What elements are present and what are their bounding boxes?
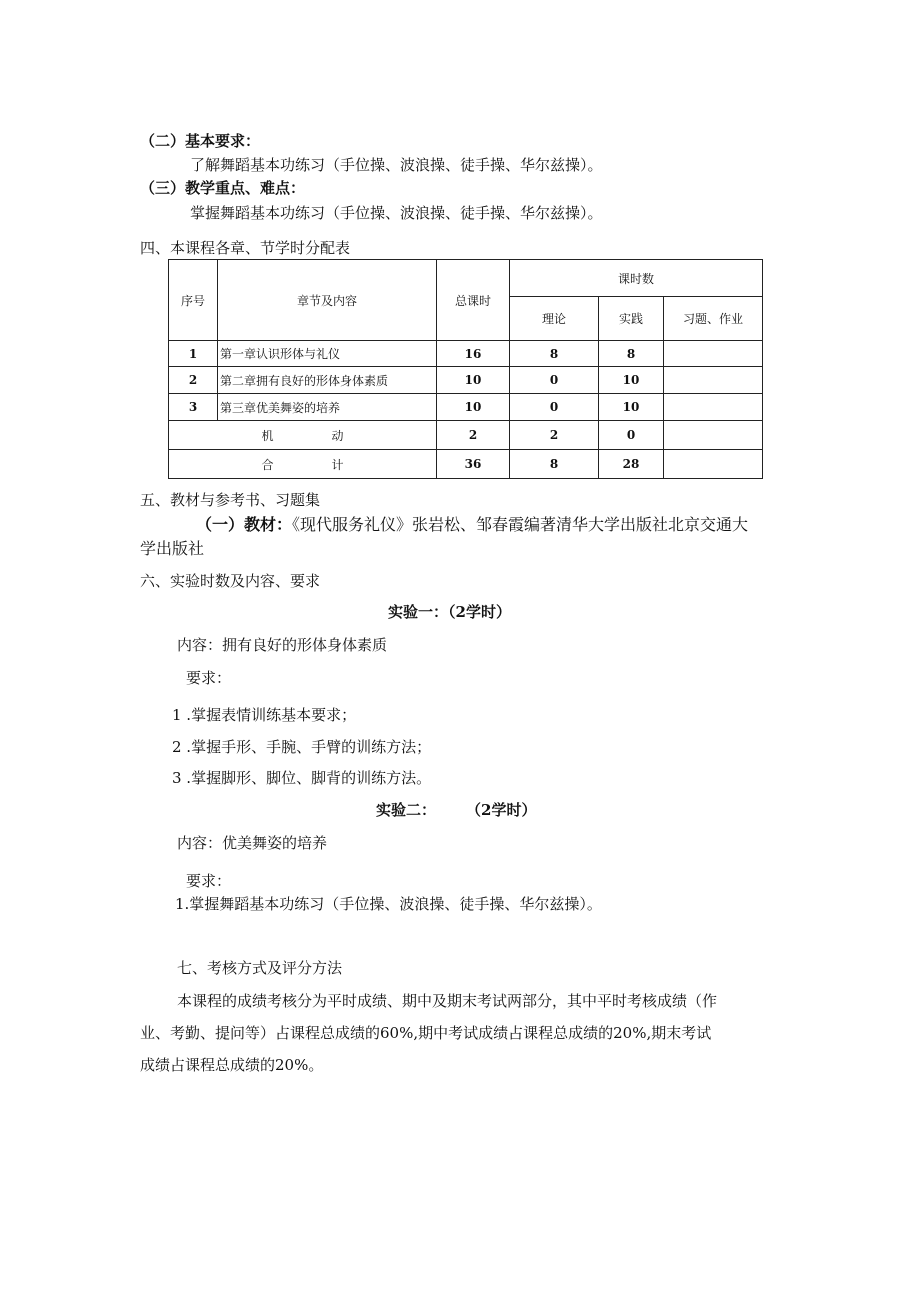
experiment-1-item: 1 .掌握表情训练基本要求； <box>172 706 357 724</box>
experiment-2-title: 实验二： <box>376 801 437 819</box>
section-4-title: 四、本课程各章、节学时分配表 <box>140 239 351 257</box>
flex-row <box>169 421 763 450</box>
experiment-2-item: 1.掌握舞蹈基本功练习（手位操、波浪操、徒手操、华尔兹操）。 <box>175 895 602 913</box>
row-practice: 8 <box>599 341 664 367</box>
section-2-heading: （二）基本要求： <box>140 132 261 150</box>
row-homework <box>664 367 763 394</box>
row-total: 10 <box>437 367 510 394</box>
header-hours-group: 课时数 <box>510 260 763 297</box>
section-2-text: 了解舞蹈基本功练习（手位操、波浪操、徒手操、华尔兹操）。 <box>190 156 603 174</box>
row-homework <box>664 394 763 421</box>
experiment-2-content: 内容：优美舞姿的培养 <box>177 834 328 852</box>
row-index: 1 <box>169 341 218 367</box>
row-theory: 0 <box>510 367 599 394</box>
header-homework: 习题、作业 <box>664 297 763 341</box>
header-index: 序号 <box>169 260 218 341</box>
grading-paragraph-line-3: 成绩占课程总成绩的20%。 <box>140 1056 324 1074</box>
flex-label-b: 动 <box>331 428 344 443</box>
flex-homework <box>664 421 763 450</box>
header-theory: 理论 <box>510 297 599 341</box>
experiment-1-title: 实验一： <box>388 603 449 621</box>
sum-label-a: 合 <box>261 457 274 472</box>
textbook-text: 《现代服务礼仪》张岩松、邹春霞编著清华大学出版社北京交通大 <box>292 515 749 534</box>
section-5-title: 五、教材与参考书、习题集 <box>140 491 321 509</box>
experiment-2-heading <box>376 799 536 821</box>
flex-theory: 2 <box>510 421 599 450</box>
row-theory: 0 <box>510 394 599 421</box>
experiment-1-requirements-label: 要求： <box>186 669 232 687</box>
flex-practice: 0 <box>599 421 664 450</box>
sum-total: 36 <box>437 450 510 479</box>
textbook-line-1 <box>196 514 748 536</box>
section-6-title: 六、实验时数及内容、要求 <box>140 572 321 590</box>
sum-homework <box>664 450 763 479</box>
grading-paragraph-line-2: 业、考勤、提问等）占课程总成绩的60%,期中考试成绩占课程总成绩的20%,期末考试 <box>140 1024 712 1042</box>
row-theory: 8 <box>510 341 599 367</box>
experiment-2-requirements-label: 要求： <box>186 872 232 890</box>
table-row <box>169 341 763 367</box>
flex-label-a: 机 <box>261 428 274 443</box>
table-row <box>169 367 763 394</box>
experiment-1-content: 内容：拥有良好的形体身体素质 <box>177 636 388 654</box>
experiment-1-heading <box>388 601 511 623</box>
sum-practice: 28 <box>599 450 664 479</box>
textbook-line-2: 学出版社 <box>140 539 205 558</box>
row-total: 16 <box>437 341 510 367</box>
experiment-2-hours: （2学时） <box>466 801 537 819</box>
row-index: 2 <box>169 367 218 394</box>
row-content: 第二章拥有良好的形体身体素质 <box>218 367 437 394</box>
sum-theory: 8 <box>510 450 599 479</box>
row-practice: 10 <box>599 367 664 394</box>
experiment-1-item: 2 .掌握手形、手腕、手臂的训练方法； <box>172 738 432 756</box>
row-index: 3 <box>169 394 218 421</box>
textbook-label: （一）教材： <box>196 515 293 534</box>
row-homework <box>664 341 763 367</box>
header-total: 总课时 <box>437 260 510 341</box>
grading-paragraph-line-1: 本课程的成绩考核分为平时成绩、期中及期末考试两部分，其中平时考核成绩（作 <box>177 992 718 1010</box>
flex-label <box>169 421 437 450</box>
row-practice: 10 <box>599 394 664 421</box>
row-content: 第一章认识形体与礼仪 <box>218 341 437 367</box>
hours-table <box>168 259 763 479</box>
header-practice: 实践 <box>599 297 664 341</box>
sum-label-b: 计 <box>331 457 344 472</box>
sum-row <box>169 450 763 479</box>
sum-label <box>169 450 437 479</box>
section-3-text: 掌握舞蹈基本功练习（手位操、波浪操、徒手操、华尔兹操）。 <box>190 204 603 222</box>
row-content: 第三章优美舞姿的培养 <box>218 394 437 421</box>
section-3-heading: （三）教学重点、难点： <box>140 179 306 197</box>
row-total: 10 <box>437 394 510 421</box>
header-content: 章节及内容 <box>218 260 437 341</box>
table-row <box>169 394 763 421</box>
flex-total: 2 <box>437 421 510 450</box>
experiment-1-item: 3 .掌握脚形、脚位、脚背的训练方法。 <box>172 769 432 787</box>
section-7-title: 七、考核方式及评分方法 <box>177 959 343 977</box>
experiment-1-hours: （2学时） <box>448 603 511 621</box>
